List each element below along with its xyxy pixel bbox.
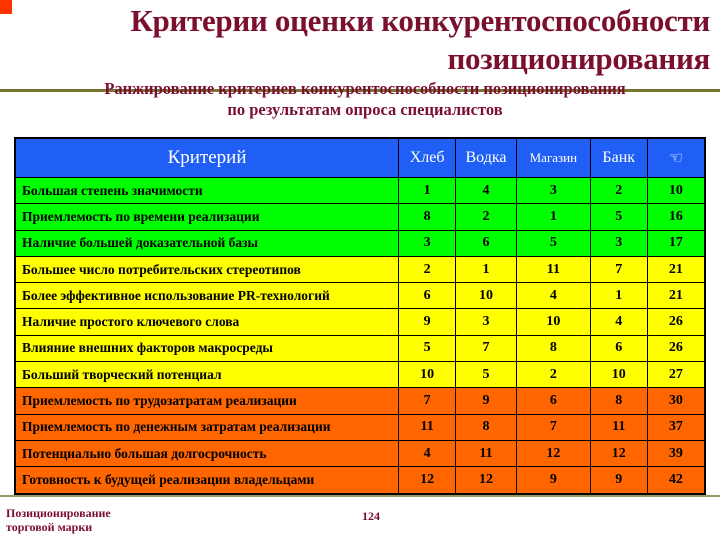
rank-cell: 1	[456, 256, 517, 282]
table-row	[15, 309, 705, 335]
rank-cell: 9	[590, 467, 647, 494]
table-row	[15, 414, 705, 440]
rank-cell: 8	[399, 204, 456, 230]
pointing-hand-icon: ☜	[647, 138, 705, 178]
rank-cell: 10	[590, 362, 647, 388]
rank-cell: 8	[590, 388, 647, 414]
criterion-cell: Большее число потребительских стереотипов	[15, 256, 399, 282]
rank-cell: 30	[647, 388, 705, 414]
header-shop: Магазин	[516, 138, 590, 178]
footer-divider	[0, 495, 720, 497]
subtitle-line-1: Ранжирование критериев конкурентоспособности позиционирования	[104, 79, 626, 98]
rank-cell: 1	[516, 204, 590, 230]
header-criterion: Критерий	[15, 138, 399, 178]
rank-cell: 16	[647, 204, 705, 230]
criterion-cell: Влияние внешних факторов макросреды	[15, 335, 399, 361]
rank-cell: 11	[456, 440, 517, 466]
title-line-1: Критерии оценки конкурентоспособности	[130, 3, 710, 38]
page-title	[130, 2, 710, 78]
rank-cell: 10	[456, 283, 517, 309]
rank-cell: 2	[399, 256, 456, 282]
rank-cell: 11	[399, 414, 456, 440]
rank-cell: 5	[516, 230, 590, 256]
rank-cell: 3	[456, 309, 517, 335]
rank-cell: 42	[647, 467, 705, 494]
rank-cell: 8	[456, 414, 517, 440]
rank-cell: 1	[590, 283, 647, 309]
rank-cell: 4	[456, 178, 517, 204]
subtitle-line-2: по результатам опроса специалистов	[227, 100, 503, 119]
table-row	[15, 362, 705, 388]
header-bread: Хлеб	[399, 138, 456, 178]
criterion-cell: Наличие большей доказательной базы	[15, 230, 399, 256]
rank-cell: 8	[516, 335, 590, 361]
rank-cell: 5	[456, 362, 517, 388]
table-row	[15, 178, 705, 204]
ranking-table	[14, 137, 706, 495]
rank-cell: 17	[647, 230, 705, 256]
rank-cell: 27	[647, 362, 705, 388]
rank-cell: 9	[456, 388, 517, 414]
rank-cell: 39	[647, 440, 705, 466]
criterion-cell: Больший творческий потенциал	[15, 362, 399, 388]
rank-cell: 12	[456, 467, 517, 494]
rank-cell: 4	[516, 283, 590, 309]
criterion-cell: Готовность к будущей реализации владельцами	[15, 467, 399, 494]
rank-cell: 11	[590, 414, 647, 440]
rank-cell: 21	[647, 256, 705, 282]
table-row	[15, 335, 705, 361]
rank-cell: 10	[516, 309, 590, 335]
table-row	[15, 256, 705, 282]
rank-cell: 3	[516, 178, 590, 204]
rank-cell: 2	[590, 178, 647, 204]
rank-cell: 26	[647, 335, 705, 361]
rank-cell: 21	[647, 283, 705, 309]
criterion-cell: Приемлемость по времени реализации	[15, 204, 399, 230]
rank-cell: 12	[516, 440, 590, 466]
rank-cell: 12	[399, 467, 456, 494]
criterion-cell: Приемлемость по трудозатратам реализации	[15, 388, 399, 414]
criterion-cell: Большая степень значимости	[15, 178, 399, 204]
rank-cell: 2	[516, 362, 590, 388]
rank-cell: 6	[516, 388, 590, 414]
criterion-cell: Потенциально большая долгосрочность	[15, 440, 399, 466]
rank-cell: 4	[590, 309, 647, 335]
rank-cell: 9	[399, 309, 456, 335]
table-row	[15, 467, 705, 494]
table-row	[15, 230, 705, 256]
criterion-cell: Более эффективное использование PR-технологий	[15, 283, 399, 309]
rank-cell: 7	[590, 256, 647, 282]
rank-cell: 3	[399, 230, 456, 256]
rank-cell: 10	[399, 362, 456, 388]
subtitle	[0, 78, 720, 120]
rank-cell: 1	[399, 178, 456, 204]
rank-cell: 9	[516, 467, 590, 494]
footer-line-2: торговой марки	[6, 520, 93, 534]
criterion-cell: Приемлемость по денежным затратам реализации	[15, 414, 399, 440]
rank-cell: 26	[647, 309, 705, 335]
page-number: 124	[362, 509, 380, 523]
criterion-cell: Наличие простого ключевого слова	[15, 309, 399, 335]
header-vodka: Водка	[456, 138, 517, 178]
rank-cell: 7	[516, 414, 590, 440]
rank-cell: 37	[647, 414, 705, 440]
rank-cell: 7	[456, 335, 517, 361]
rank-cell: 5	[399, 335, 456, 361]
header-bank: Банк	[590, 138, 647, 178]
rank-cell: 5	[590, 204, 647, 230]
table-row	[15, 388, 705, 414]
title-line-2: позиционирования	[447, 41, 710, 76]
rank-cell: 7	[399, 388, 456, 414]
table-header-row	[15, 138, 705, 178]
table-row	[15, 283, 705, 309]
rank-cell: 12	[590, 440, 647, 466]
footer-caption	[6, 506, 111, 534]
rank-cell: 6	[399, 283, 456, 309]
rank-cell: 2	[456, 204, 517, 230]
rank-cell: 10	[647, 178, 705, 204]
rank-cell: 11	[516, 256, 590, 282]
corner-bullet	[0, 0, 12, 14]
footer-line-1: Позиционирование	[6, 506, 111, 520]
table-row	[15, 440, 705, 466]
table-row	[15, 204, 705, 230]
rank-cell: 3	[590, 230, 647, 256]
rank-cell: 4	[399, 440, 456, 466]
rank-cell: 6	[456, 230, 517, 256]
rank-cell: 6	[590, 335, 647, 361]
